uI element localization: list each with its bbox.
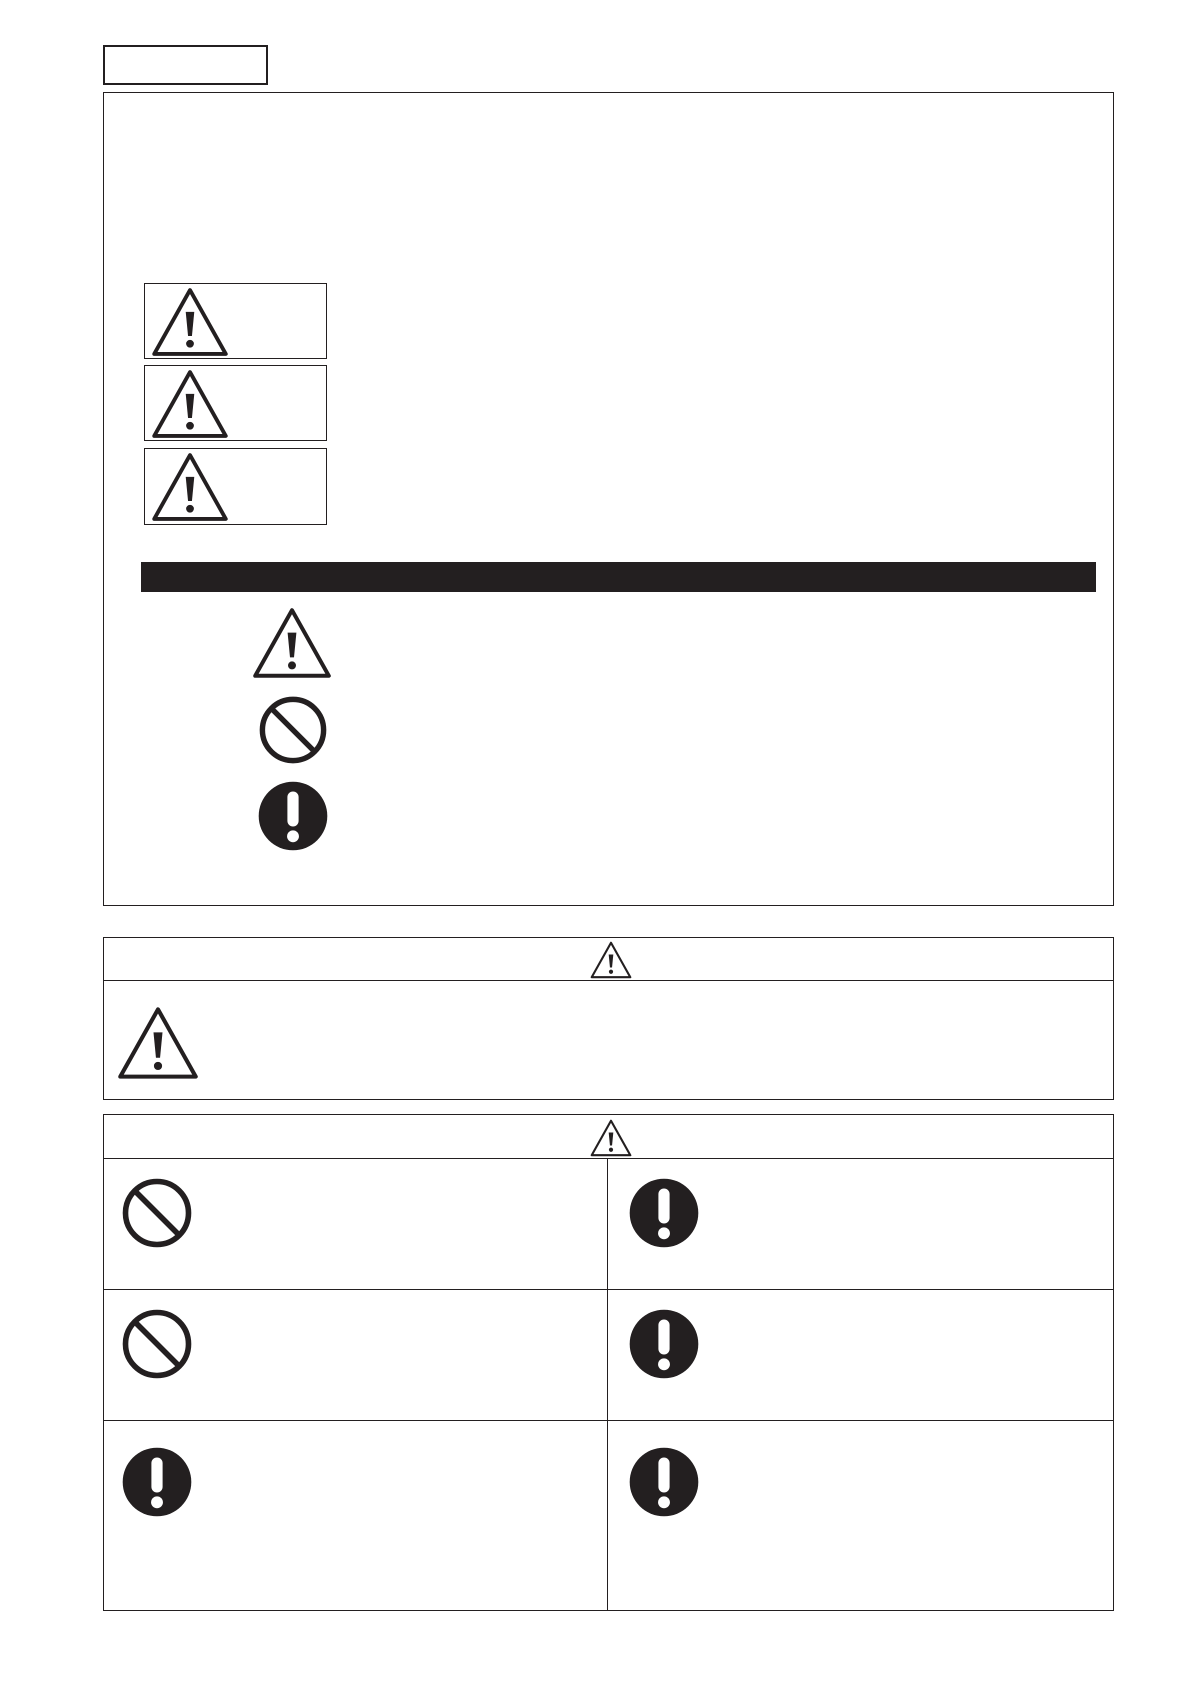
symbol-legend-heading-bar [141, 562, 1096, 592]
page-tab-box [103, 45, 268, 85]
mandatory-action-icon [629, 1178, 699, 1248]
mandatory-action-icon [122, 1447, 192, 1517]
warning-triangle-icon [590, 941, 632, 979]
row-divider-2 [104, 1420, 1113, 1421]
column-divider [607, 1159, 608, 1610]
prohibition-icon [259, 696, 327, 764]
warning-triangle-icon [149, 452, 231, 522]
warning-section-1 [103, 937, 1114, 1100]
prohibition-icon [122, 1309, 192, 1379]
signal-word-box-2 [144, 365, 327, 441]
warning-triangle-icon [117, 1006, 199, 1080]
mandatory-action-icon [258, 781, 328, 851]
warning-triangle-icon [149, 369, 231, 439]
warning-triangle-icon [149, 287, 231, 357]
warning-section-2-header [104, 1115, 1113, 1159]
mandatory-action-icon [629, 1309, 699, 1379]
warning-triangle-icon [252, 607, 332, 679]
signal-word-box-3 [144, 448, 327, 525]
signal-word-box-1 [144, 283, 327, 359]
warning-section-2 [103, 1114, 1114, 1611]
warning-section-1-header [104, 938, 1113, 981]
warning-triangle-icon [590, 1119, 632, 1157]
row-divider-1 [104, 1289, 1113, 1290]
mandatory-action-icon [629, 1447, 699, 1517]
prohibition-icon [122, 1178, 192, 1248]
